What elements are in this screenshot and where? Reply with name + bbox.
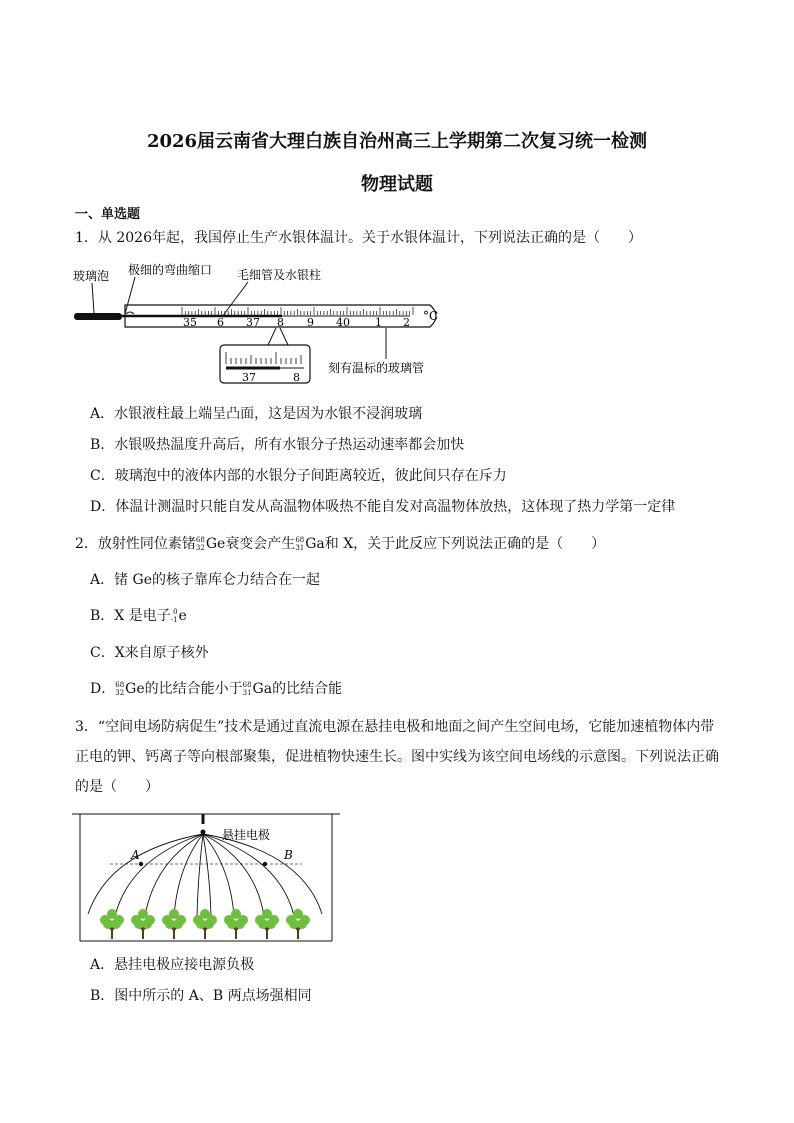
label-bend: 极细的弯曲缩口 <box>128 263 213 277</box>
page-subtitle: 物理试题 <box>361 174 433 195</box>
scale-35: 35 <box>183 316 197 329</box>
q3-option-b: B．图中所示的 A、B 两点场强相同 <box>90 988 312 1004</box>
plant-icon <box>193 909 217 939</box>
label-capillary: 毛细管及水银柱 <box>237 268 322 282</box>
q2-stem-part-a: 2．放射性同位素锗 <box>75 536 196 552</box>
point-a-label: A <box>131 848 140 862</box>
question-3-stem: 3．“空间电场防病促生”技术是通过直流电源在悬挂电极和地面之间产生空间电场，它能加速植物体内带正电的钾、钙离子等向根部聚集，促进植物快速生长。图中实线为该空间电场线的示意图。下列说法正确的是（ ） <box>75 719 719 795</box>
zoom-37: 37 <box>242 371 256 384</box>
q1-option-d: D．体温计测温时只能自发从高温物体吸热不能自发对高温物体放热，这体现了热力学第一定律 <box>90 499 676 515</box>
plants-row <box>100 909 310 939</box>
q2-stem-part-c: 和 X，关于此反应下列说法正确的是（ ） <box>324 536 606 552</box>
q2-option-b: B．X 是电子 0 -1 e <box>90 608 187 624</box>
nuclide-ge: 68 32 Ge <box>115 681 145 697</box>
page-title: 2026届云南省大理白族自治州高三上学期第二次复习统一检测 <box>146 131 648 152</box>
unit-celsius: °C <box>423 309 439 323</box>
label-electrode: 悬挂电极 <box>222 828 271 842</box>
zoom-8: 8 <box>293 371 300 384</box>
q2-option-c: C．X来自原子核外 <box>90 645 209 661</box>
label-bulb: 玻璃泡 <box>73 269 110 283</box>
nuclide-ge: 68 32 Ge <box>195 536 226 552</box>
scale-6: 6 <box>217 316 224 329</box>
scale-9: 9 <box>307 316 314 329</box>
q2-stem-part-b: 衰变会产生 <box>225 536 296 552</box>
section-heading: 一、单选题 <box>75 207 141 222</box>
plant-icon <box>131 909 155 939</box>
plant-icon <box>286 909 310 939</box>
q3-option-a: A．悬挂电极应接电源负极 <box>90 957 255 973</box>
scale-2: 2 <box>403 316 410 329</box>
scale-37: 37 <box>246 316 260 329</box>
field-lines <box>88 834 322 916</box>
plant-icon <box>100 909 124 939</box>
q2-option-a: A．锗 Ge的核子靠库仑力结合在一起 <box>90 572 321 588</box>
q1-option-a: A．水银液柱最上端呈凸面，这是因为水银不浸润玻璃 <box>90 406 423 422</box>
scale-40: 40 <box>336 316 350 329</box>
question-2-stem <box>75 534 605 554</box>
nuclide-ga: 68 31 Ga <box>242 681 273 697</box>
scale-1: 1 <box>375 316 382 329</box>
zoom-ticks <box>226 352 301 364</box>
nuclide-ga: 68 31 Ga <box>295 536 325 552</box>
q2-option-d: D． 68 32 Ge 的比结合能小于 68 31 Ga 的比结合能 <box>90 681 343 697</box>
scale-ticks <box>182 307 413 315</box>
plant-icon <box>162 909 186 939</box>
nuclide-electron: 0 -1 e <box>170 608 187 624</box>
question-1-stem: 1．从 2026年起，我国停止生产水银体温计。关于水银体温计，下列说法正确的是（ ） <box>75 230 642 246</box>
label-tube: 刻有温标的玻璃管 <box>328 361 425 375</box>
plant-icon <box>224 909 248 939</box>
scale-8: 8 <box>277 316 284 329</box>
thermometer-figure <box>70 262 450 387</box>
plant-icon <box>255 909 279 939</box>
q1-option-c: C．玻璃泡中的液体内部的水银分子间距离较近，彼此间只存在斥力 <box>90 468 507 484</box>
point-b-label: B <box>284 848 293 862</box>
q1-option-b: B．水银吸热温度升高后，所有水银分子热运动速率都会加快 <box>90 437 465 453</box>
electric-field-figure <box>70 806 345 946</box>
